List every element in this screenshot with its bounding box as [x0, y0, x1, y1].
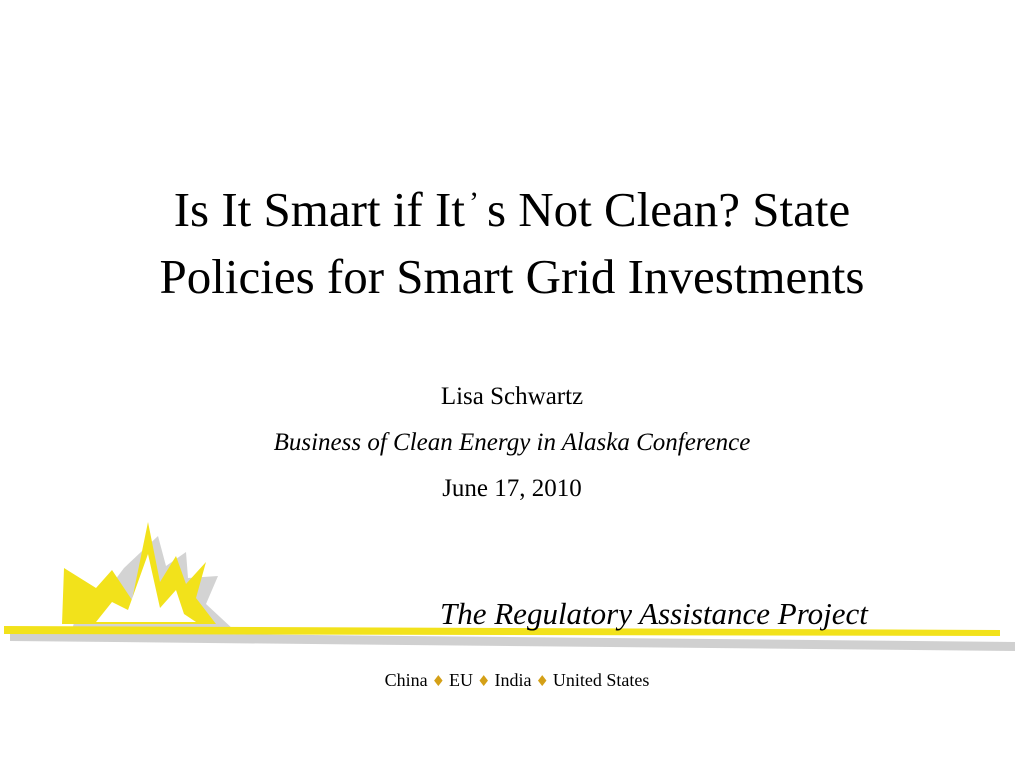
diamond-icon: ♦ [535, 672, 549, 690]
title-line-1-part-b: s Not Clean? State [486, 182, 851, 237]
region-china: China [384, 670, 428, 690]
title-line-1 [0, 180, 1024, 247]
regions-list [0, 670, 1024, 691]
diamond-icon: ♦ [477, 672, 491, 690]
title-line-2: Policies for Smart Grid Investments [159, 249, 865, 304]
region-india: India [494, 670, 532, 690]
region-united-states: United States [552, 670, 650, 690]
slide-title [0, 180, 1024, 307]
presentation-date: June 17, 2010 [442, 475, 582, 502]
title-line-1-part-a: Is It Smart if It [173, 182, 465, 237]
author-name: Lisa Schwartz [440, 383, 584, 410]
starburst-logo-icon [0, 510, 1024, 660]
region-eu: EU [449, 670, 474, 690]
subtitle-block [0, 378, 1024, 516]
organization-name: The Regulatory Assistance Project [440, 596, 868, 631]
diamond-icon: ♦ [431, 672, 446, 690]
title-apostrophe: ’ [468, 186, 479, 219]
event-name: Business of Clean Energy in Alaska Conference [273, 429, 751, 456]
